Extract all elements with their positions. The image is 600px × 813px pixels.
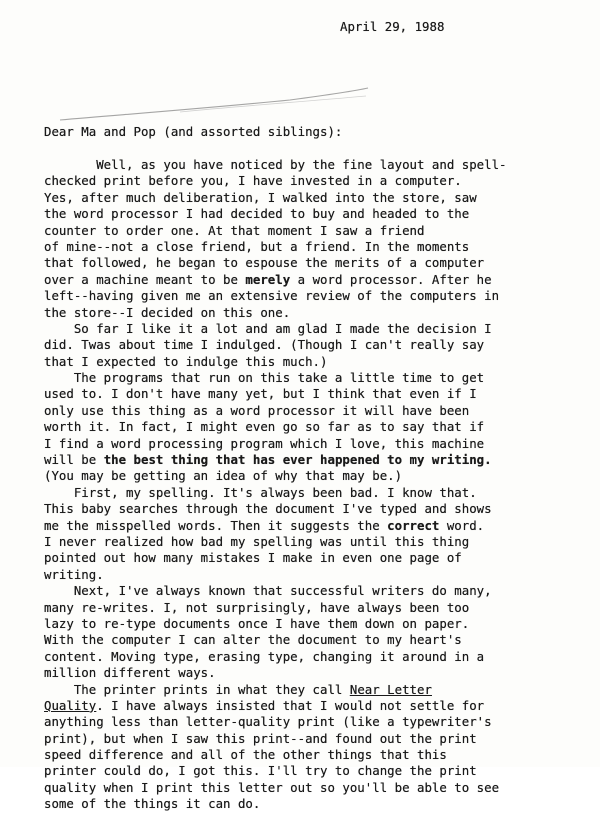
letter-line bbox=[44, 682, 596, 698]
letter-line: printer could do, I got this. I'll try to change the print bbox=[44, 763, 477, 779]
letter-line: only use this thing as a word processor it will have been bbox=[44, 402, 470, 418]
letter-text-run: merely bbox=[245, 271, 291, 287]
letter-line: used to. I don't have many yet, but I think that even if I bbox=[44, 386, 477, 402]
letter-line: So far I like it a lot and am glad I made the decision I bbox=[44, 320, 492, 336]
letter-line: speed difference and all of the other things that this bbox=[44, 747, 447, 763]
letter-text-run: Near Letter bbox=[349, 681, 432, 697]
letter-line: pointed out how many mistakes I make in even one page of bbox=[44, 550, 462, 566]
letter-line: many re-writes. I, not surprisingly, have always been too bbox=[44, 599, 470, 615]
letter-text-run: correct bbox=[387, 517, 440, 533]
letter-line: (You may be getting an idea of why that may be.) bbox=[44, 468, 403, 484]
letter-greeting: Dear Ma and Pop (and assorted siblings): bbox=[44, 124, 343, 139]
letter-text-run: a word processor. After he bbox=[290, 271, 492, 287]
letter-line: quality when I print this letter out so you'll be able to see bbox=[44, 779, 500, 795]
letter-line: million different ways. bbox=[44, 665, 216, 681]
letter-line bbox=[44, 452, 596, 468]
letter-text-run: Quality bbox=[44, 697, 97, 713]
letter-line: I find a word processing program which I love, this machine bbox=[44, 435, 485, 451]
letter-text-run: will be bbox=[44, 452, 104, 468]
letter-line: that I expected to indulge this much.) bbox=[44, 353, 328, 369]
letter-line: Next, I've always known that successful writers do many, bbox=[44, 583, 492, 599]
letter-text-run: the best thing that has ever happened to my writing. bbox=[103, 452, 492, 468]
letter-line: did. Twas about time I indulged. (Though I can't really say bbox=[44, 337, 485, 353]
letter-line: content. Moving type, erasing type, changing it around in a bbox=[44, 648, 485, 664]
letter-line: The programs that run on this take a little time to get bbox=[44, 370, 485, 386]
letter-text-run: The printer prints in what they call bbox=[44, 681, 350, 697]
letter-line: checked print before you, I have invested in a computer. bbox=[44, 173, 462, 189]
letter-text-run: me the misspelled words. Then it suggests the bbox=[44, 517, 388, 533]
letter-date: April 29, 1988 bbox=[340, 19, 445, 34]
letter-line: Well, as you have noticed by the fine layout and spell- bbox=[44, 157, 507, 172]
letter-line: I never realized how bad my spelling was until this thing bbox=[44, 533, 470, 549]
letter-line bbox=[44, 518, 596, 534]
letter-line: of mine--not a close friend, but a friend. In the moments bbox=[44, 238, 470, 254]
letter-line: Yes, after much deliberation, I walked into the store, saw bbox=[44, 189, 477, 205]
letter-line: the word processor I had decided to buy and headed to the bbox=[44, 206, 470, 222]
letter-line: With the computer I can alter the document to my heart's bbox=[44, 632, 462, 648]
letter-text-run: . I have always insisted that I would not settle for bbox=[96, 697, 485, 713]
letter-line: First, my spelling. It's always been bad. I know that. bbox=[44, 484, 477, 500]
letter-line: This baby searches through the document I've typed and shows bbox=[44, 501, 492, 517]
letter-line: that followed, he began to espouse the merits of a computer bbox=[44, 255, 485, 271]
letter-line: lazy to re-type documents once I have them down on paper. bbox=[44, 615, 470, 631]
letter-line: print), but when I saw this print--and found out the print bbox=[44, 730, 477, 746]
letter-line bbox=[44, 272, 596, 288]
letter-line: writing. bbox=[44, 566, 104, 582]
letter-line: counter to order one. At that moment I saw a friend bbox=[44, 222, 425, 238]
letter-line bbox=[44, 698, 596, 714]
letter-body bbox=[44, 157, 596, 813]
letter-line: worth it. In fact, I might even go so far as to say that if bbox=[44, 419, 485, 435]
letter-line: some of the things it can do. bbox=[44, 796, 261, 812]
letter-line: the store--I decided on this one. bbox=[44, 304, 291, 320]
letter-text-run: over a machine meant to be bbox=[44, 271, 246, 287]
letter-line: left--having given me an extensive review of the computers in bbox=[44, 288, 500, 304]
letter-line: anything less than letter-quality print (like a typewriter's bbox=[44, 714, 492, 730]
letter-text-run: word. bbox=[439, 517, 485, 533]
